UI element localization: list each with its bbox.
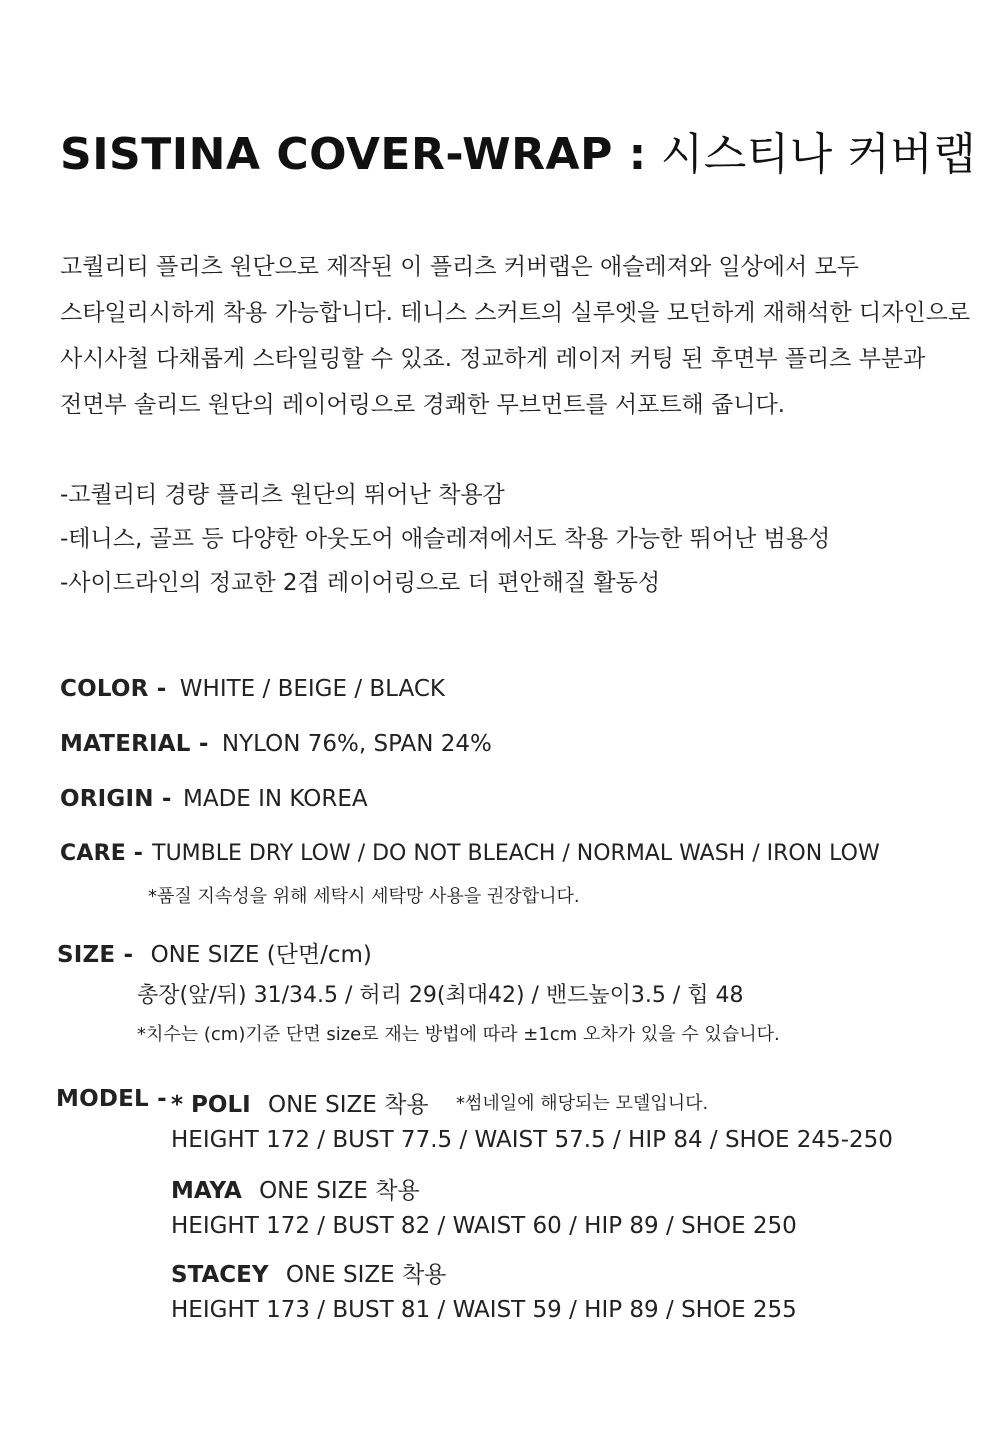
spec-origin: [60, 786, 368, 812]
spec-material-label: MATERIAL -: [60, 731, 209, 757]
spec-origin-label: ORIGIN -: [60, 786, 172, 812]
spec-care: [60, 841, 880, 866]
spec-material-value: NYLON 76%, SPAN 24%: [221, 731, 492, 757]
description-line: 스타일리시하게 착용 가능합니다. 테니스 스커트의 실루엣을 모던하게 재해석한 디자인으로: [60, 300, 971, 326]
title-kr: 시스티나 커버랩: [660, 129, 977, 180]
model-name: * POLI: [171, 1092, 251, 1118]
description-line: 사시사철 다채롭게 스타일링할 수 있죠. 정교하게 레이저 커팅 된 후면부 플리츠 부분과: [60, 346, 926, 372]
title-en: SISTINA COVER-WRAP :: [60, 129, 647, 180]
model-name: MAYA: [171, 1178, 242, 1204]
model-measurements: HEIGHT 172 / BUST 77.5 / WAIST 57.5 / HIP 84 / SHOE 245-250: [171, 1127, 893, 1153]
spec-size-label: SIZE -: [57, 942, 134, 968]
model-size: ONE SIZE 착용: [267, 1092, 429, 1118]
model-size: ONE SIZE 착용: [259, 1178, 420, 1204]
model-name: STACEY: [171, 1262, 269, 1288]
model-label-text: [56, 1086, 167, 1112]
spec-origin-value: MADE IN KOREA: [182, 786, 368, 812]
description-line: 고퀄리티 플리츠 원단으로 제작된 이 플리츠 커버랩은 애슬레져와 일상에서 모두: [60, 254, 859, 280]
description-line: 전면부 솔리드 원단의 레이어링으로 경쾌한 무브먼트를 서포트해 줍니다.: [60, 392, 786, 418]
spec-color-label: COLOR -: [60, 676, 167, 702]
spec-color-value: WHITE / BEIGE / BLACK: [179, 676, 445, 702]
spec-size: [57, 936, 372, 969]
feature-item: -사이드라인의 정교한 2겹 레이어링으로 더 편안해질 활동성: [60, 570, 661, 596]
spec-material: [60, 731, 492, 757]
model-label-bold: MODEL -: [56, 1086, 167, 1112]
model-stacey: [171, 1256, 446, 1289]
feature-item: -테니스, 골프 등 다양한 아웃도어 애슬레져에서도 착용 가능한 뛰어난 범용성: [60, 526, 831, 552]
spec-care-value: TUMBLE DRY LOW / DO NOT BLEACH / NORMAL WASH / IRON LOW: [152, 841, 880, 866]
model-size: ONE SIZE 착용: [285, 1262, 447, 1288]
page-title: [60, 118, 976, 182]
spec-care-label: CARE -: [60, 841, 144, 866]
model-measurements: HEIGHT 172 / BUST 82 / WAIST 60 / HIP 89 / SHOE 250: [171, 1213, 797, 1239]
spec-size-detail: 총장(앞/뒤) 31/34.5 / 허리 29(최대42) / 밴드높이3.5 / 힙 48: [137, 983, 744, 1008]
spec-size-value: ONE SIZE (단면/cm): [150, 942, 372, 968]
spec-care-note: *품질 지속성을 위해 세탁시 세탁망 사용을 권장합니다.: [148, 886, 580, 907]
model-note: *썸네일에 해당되는 모델입니다.: [456, 1093, 709, 1114]
feature-item: -고퀄리티 경량 플리츠 원단의 뛰어난 착용감: [60, 482, 505, 508]
model-measurements: HEIGHT 173 / BUST 81 / WAIST 59 / HIP 89 / SHOE 255: [171, 1297, 797, 1323]
spec-size-note: *치수는 (cm)기준 단면 size로 재는 방법에 따라 ±1cm 오차가 있을 수 있습니다.: [137, 1024, 780, 1045]
spec-color: [60, 676, 445, 702]
model-maya: [171, 1172, 420, 1205]
model-poli: [171, 1086, 429, 1119]
